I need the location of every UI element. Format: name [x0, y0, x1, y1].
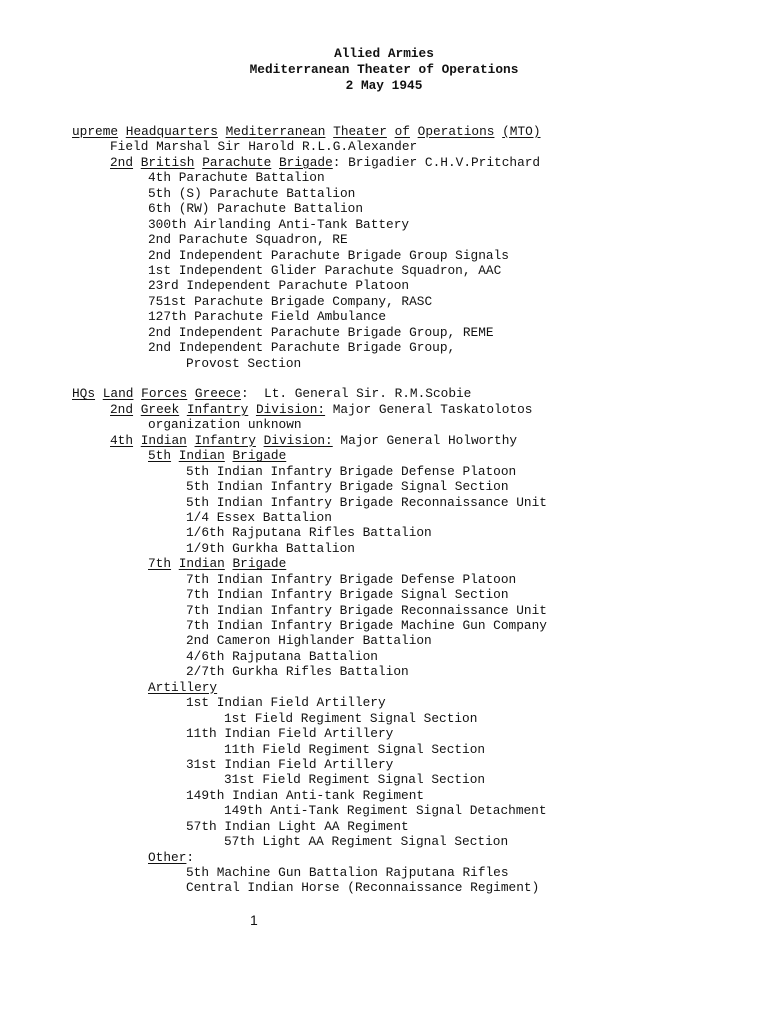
artillery-regiment: 11th Indian Field Artillery — [186, 726, 394, 742]
unit-line: 5th Indian Infantry Brigade Defense Platoon — [186, 463, 517, 479]
unit-line: 1st Independent Glider Parachute Squadron, AAC — [148, 262, 502, 278]
document-title-line1: Allied Armies — [334, 46, 434, 61]
other-word: Other — [148, 849, 187, 865]
division-word: 2nd — [110, 401, 134, 417]
brigade-word: Brigade — [279, 154, 333, 170]
artillery-regiment: 31st Indian Field Artillery — [186, 756, 394, 772]
brigade-word: Brigade — [232, 556, 287, 572]
page-number: 1 — [250, 912, 258, 928]
division-word: 4th — [110, 432, 134, 448]
brigade-word: Parachute — [202, 154, 272, 170]
unit-line: 6th (RW) Parachute Battalion — [148, 201, 364, 217]
unit-line: 23rd Independent Parachute Platoon — [148, 278, 410, 294]
shq-word: of — [394, 124, 410, 139]
shq-word: upreme — [72, 124, 119, 139]
order-of-battle — [72, 124, 762, 896]
regiment-signal-unit: 31st Field Regiment Signal Section — [224, 772, 486, 788]
regiment-signal-unit: 149th Anti-Tank Regiment Signal Detachment — [224, 803, 547, 819]
shq-word: Operations — [417, 124, 495, 139]
shq-commander: Field Marshal Sir Harold R.L.G.Alexander — [110, 139, 418, 155]
division-word: Indian — [140, 432, 187, 448]
unit-line: 7th Indian Infantry Brigade Signal Section — [186, 587, 509, 603]
document-title-line2: Mediterranean Theater of Operations — [249, 62, 519, 77]
artillery-regiment: 1st Indian Field Artillery — [186, 695, 386, 711]
unit-line: 2nd Cameron Highlander Battalion — [186, 633, 432, 649]
para-brigade-heading — [72, 155, 762, 170]
regiment-signal-unit: 57th Light AA Regiment Signal Section — [224, 834, 509, 850]
brigade-word: British — [140, 154, 195, 170]
shq-word: (MTO) — [502, 124, 541, 139]
artillery-heading — [72, 680, 762, 695]
unit-line: 5th Machine Gun Battalion Rajputana Rifles — [186, 865, 509, 880]
brigade-commander: : Brigadier C.H.V.Pritchard — [332, 154, 541, 170]
unit-line: 1/6th Rajputana Rifles Battalion — [186, 525, 432, 541]
unit-line: 4th Parachute Battalion — [148, 170, 325, 186]
division-word: Division: — [255, 401, 326, 417]
unit-line: 2nd Parachute Squadron, RE — [148, 232, 348, 248]
unit-line: 5th Indian Infantry Brigade Signal Section — [186, 479, 509, 495]
division-word: Division: — [263, 432, 333, 448]
unit-line: 2nd Independent Parachute Brigade Group Signals — [148, 247, 509, 263]
unit-line: 2/7th Gurkha Rifles Battalion — [186, 664, 409, 680]
artillery-regiment: 149th Indian Anti-tank Regiment — [186, 787, 425, 803]
unit-line: 1/9th Gurkha Battalion — [186, 540, 355, 556]
brigade-word: Brigade — [232, 448, 287, 464]
unit-line-continuation: Provost Section — [186, 355, 302, 371]
greece-word: HQs — [72, 386, 96, 402]
unit-line: 2nd Independent Parachute Brigade Group, — [148, 340, 456, 356]
division-commander: Major General Holworthy — [332, 432, 518, 448]
other-heading — [72, 850, 762, 865]
shq-word: Headquarters — [125, 124, 218, 139]
brigade-5-heading — [72, 448, 762, 463]
unit-line: 300th Airlanding Anti-Tank Battery — [148, 216, 410, 232]
greece-commander: : Lt. General Sir. R.M.Scobie — [240, 386, 472, 402]
brigade-word: Indian — [178, 448, 225, 464]
brigade-7-heading — [72, 556, 762, 571]
unit-line: 5th (S) Parachute Battalion — [148, 185, 356, 201]
brigade-word: Indian — [178, 556, 225, 572]
artillery-word: Artillery — [148, 679, 218, 695]
greece-word: Greece — [194, 386, 241, 402]
unit-line: 1/4 Essex Battalion — [186, 509, 332, 525]
unit-line: 751st Parachute Brigade Company, RASC — [148, 293, 433, 309]
organization-note: organization unknown — [148, 417, 302, 433]
regiment-signal-unit: 1st Field Regiment Signal Section — [224, 710, 478, 726]
document-title-date: 2 May 1945 — [345, 78, 423, 93]
brigade-word: 2nd — [110, 154, 134, 170]
unit-line: 127th Parachute Field Ambulance — [148, 309, 387, 325]
division-word: Infantry — [194, 432, 256, 448]
division-word: Greek — [140, 401, 180, 417]
section-gap — [72, 371, 762, 386]
shq-heading — [72, 124, 762, 139]
other-colon: : — [186, 849, 195, 865]
brigade-word: 7th — [148, 556, 172, 572]
artillery-regiment: 57th Indian Light AA Regiment — [186, 818, 409, 834]
unit-line: 7th Indian Infantry Brigade Machine Gun Company — [186, 618, 547, 633]
unit-line: 7th Indian Infantry Brigade Reconnaissance Unit — [186, 602, 547, 618]
unit-line: 5th Indian Infantry Brigade Reconnaissance Unit — [186, 494, 547, 510]
regiment-signal-unit: 11th Field Regiment Signal Section — [224, 741, 486, 757]
shq-word: Theater — [333, 124, 387, 139]
greek-division-heading — [72, 402, 762, 417]
greece-word: Forces — [141, 386, 188, 402]
unit-line: Central Indian Horse (Reconnaissance Regiment) — [186, 880, 540, 896]
shq-word: Mediterranean — [225, 124, 326, 139]
division-commander: Major General Taskatolotos — [325, 401, 533, 417]
greece-word: Land — [102, 386, 134, 402]
unit-line: 7th Indian Infantry Brigade Defense Platoon — [186, 571, 517, 587]
division-word: Infantry — [186, 401, 249, 417]
unit-line: 2nd Independent Parachute Brigade Group, REME — [148, 324, 494, 340]
indian-division-heading — [72, 433, 762, 448]
brigade-word: 5th — [148, 448, 172, 464]
unit-line: 4/6th Rajputana Battalion — [186, 648, 378, 664]
greece-heading — [72, 386, 762, 401]
